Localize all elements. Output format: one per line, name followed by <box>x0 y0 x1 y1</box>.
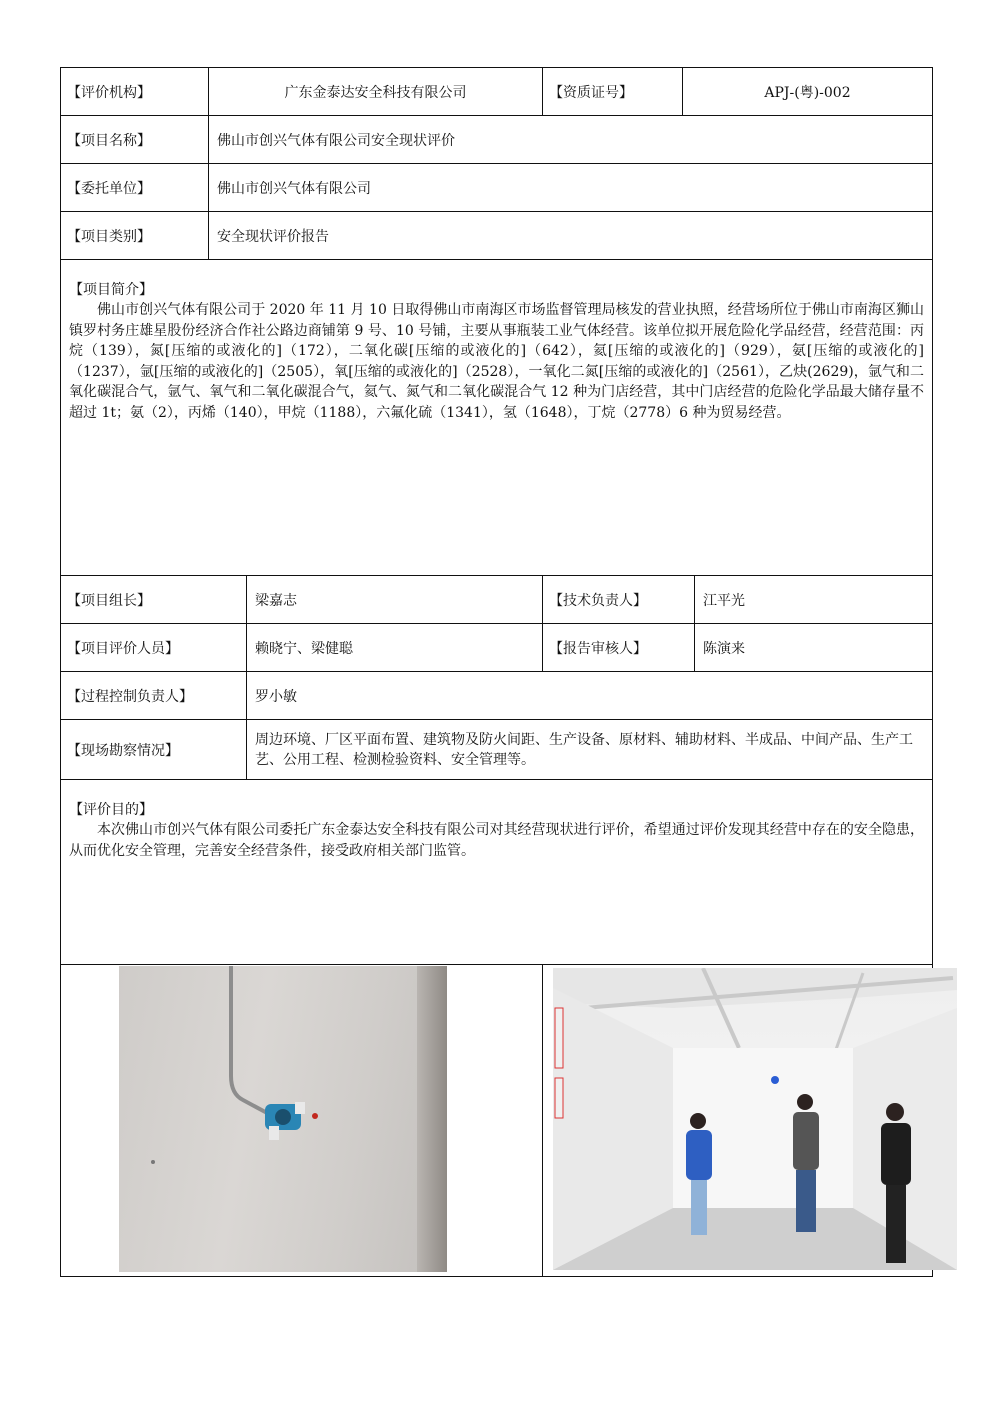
category-value: 安全现状评价报告 <box>209 212 933 260</box>
info-table <box>60 67 933 1277</box>
person-2-body <box>793 1112 819 1170</box>
gas-detector-illustration <box>119 966 447 1272</box>
tech-value: 江平光 <box>695 576 933 624</box>
org-label: 【评价机构】 <box>61 68 209 116</box>
project-name-value: 佛山市创兴气体有限公司安全现状评价 <box>209 116 933 164</box>
warning-sign-1 <box>555 1008 563 1068</box>
person-1-body <box>686 1130 712 1180</box>
intro-text: 佛山市创兴气体有限公司于 2020 年 11 月 10 日取得佛山市南海区市场监督管理局核发的营业执照，经营场所位于佛山市南海区狮山镇罗村务庄雄星股份经济合作社公路边商铺第 9 号、10 号铺，主要从事瓶装工业气体经营。该单位拟开展危险化学品经营，经营范围：丙烷（139），氮[压缩的或液化的]（172），二氧化碳[压缩的或液化的]（642），氦[压缩的或液化的]（929），氨[压缩的或液化的]（1237），氩[压缩的或液化的]（2505），氧[压缩的或液化的]（2528），一氧化二氮[压缩的或液化的]（2561），乙炔(2629)，氩气和二氧化碳混合气，氩气、氧气和二氧化碳混合气，氦气、氮气和二氧化碳混合气 12 种为门店经营，其中门店经营的危险化学品最大储存量不超过 1t；氨（2），丙烯（140），甲烷（1188），六氟化硫（1341），氢（1648），丁烷（2778）6 种为贸易经营。 <box>69 302 924 421</box>
purpose-text: 本次佛山市创兴气体有限公司委托广东金泰达安全科技有限公司对其经营现状进行评价，希望通过评价发现其经营中存在的安全隐患，从而优化安全管理，完善安全经营条件，接受政府相关部门监管。 <box>69 822 924 859</box>
person-1-head <box>690 1113 706 1129</box>
row-leader <box>61 576 933 624</box>
detector-blue <box>771 1076 779 1084</box>
row-survey <box>61 720 933 780</box>
evaluation-info-sheet <box>60 67 932 1277</box>
survey-label: 【现场勘察情况】 <box>61 720 247 780</box>
intro-label: 【项目简介】 <box>69 282 153 298</box>
photo-cell-left <box>61 965 543 1277</box>
person-3-legs <box>886 1185 906 1263</box>
leader-label: 【项目组长】 <box>61 576 247 624</box>
detector-cap-right <box>295 1102 305 1114</box>
row-category <box>61 212 933 260</box>
ceiling <box>553 968 957 1008</box>
row-org <box>61 68 933 116</box>
gas-detector-photo <box>119 966 447 1272</box>
row-intro <box>61 260 933 576</box>
detector-light <box>312 1113 318 1119</box>
category-label: 【项目类别】 <box>61 212 209 260</box>
project-name-label: 【项目名称】 <box>61 116 209 164</box>
warning-sign-2 <box>555 1078 563 1118</box>
row-process <box>61 672 933 720</box>
row-purpose <box>61 780 933 965</box>
process-label: 【过程控制负责人】 <box>61 672 247 720</box>
client-value: 佛山市创兴气体有限公司 <box>209 164 933 212</box>
reviewer-value: 陈演来 <box>695 624 933 672</box>
photo-cell-right <box>543 965 933 1277</box>
row-client <box>61 164 933 212</box>
purpose-label: 【评价目的】 <box>69 802 153 818</box>
org-value: 广东金泰达安全科技有限公司 <box>209 68 543 116</box>
wall-spot <box>151 1160 155 1164</box>
person-3-head <box>886 1103 904 1121</box>
row-evaluators <box>61 624 933 672</box>
wall-shadow <box>417 966 447 1272</box>
cert-label: 【资质证号】 <box>543 68 683 116</box>
wall-pipe <box>231 966 269 1114</box>
person-1-legs <box>691 1180 707 1235</box>
site-inspection-photo <box>553 968 957 1270</box>
client-label: 【委托单位】 <box>61 164 209 212</box>
row-project-name <box>61 116 933 164</box>
site-inspection-illustration <box>553 968 957 1270</box>
person-2-head <box>797 1094 813 1110</box>
person-2-legs <box>796 1170 816 1232</box>
survey-value: 周边环境、厂区平面布置、建筑物及防火间距、生产设备、原材料、辅助材料、半成品、中间产品、生产工艺、公用工程、检测检验资料、安全管理等。 <box>247 720 933 780</box>
evaluators-label: 【项目评价人员】 <box>61 624 247 672</box>
evaluators-value: 赖晓宁、梁健聪 <box>247 624 543 672</box>
reviewer-label: 【报告审核人】 <box>543 624 695 672</box>
cert-value: APJ-(粤)-002 <box>683 68 933 116</box>
person-3-body <box>881 1123 911 1185</box>
intro-section <box>61 260 933 576</box>
leader-value: 梁嘉志 <box>247 576 543 624</box>
tech-label: 【技术负责人】 <box>543 576 695 624</box>
purpose-section <box>61 780 933 965</box>
row-photos <box>61 965 933 1277</box>
detector-cap-left <box>269 1126 279 1140</box>
process-value: 罗小敏 <box>247 672 933 720</box>
detector-sensor <box>275 1109 291 1125</box>
